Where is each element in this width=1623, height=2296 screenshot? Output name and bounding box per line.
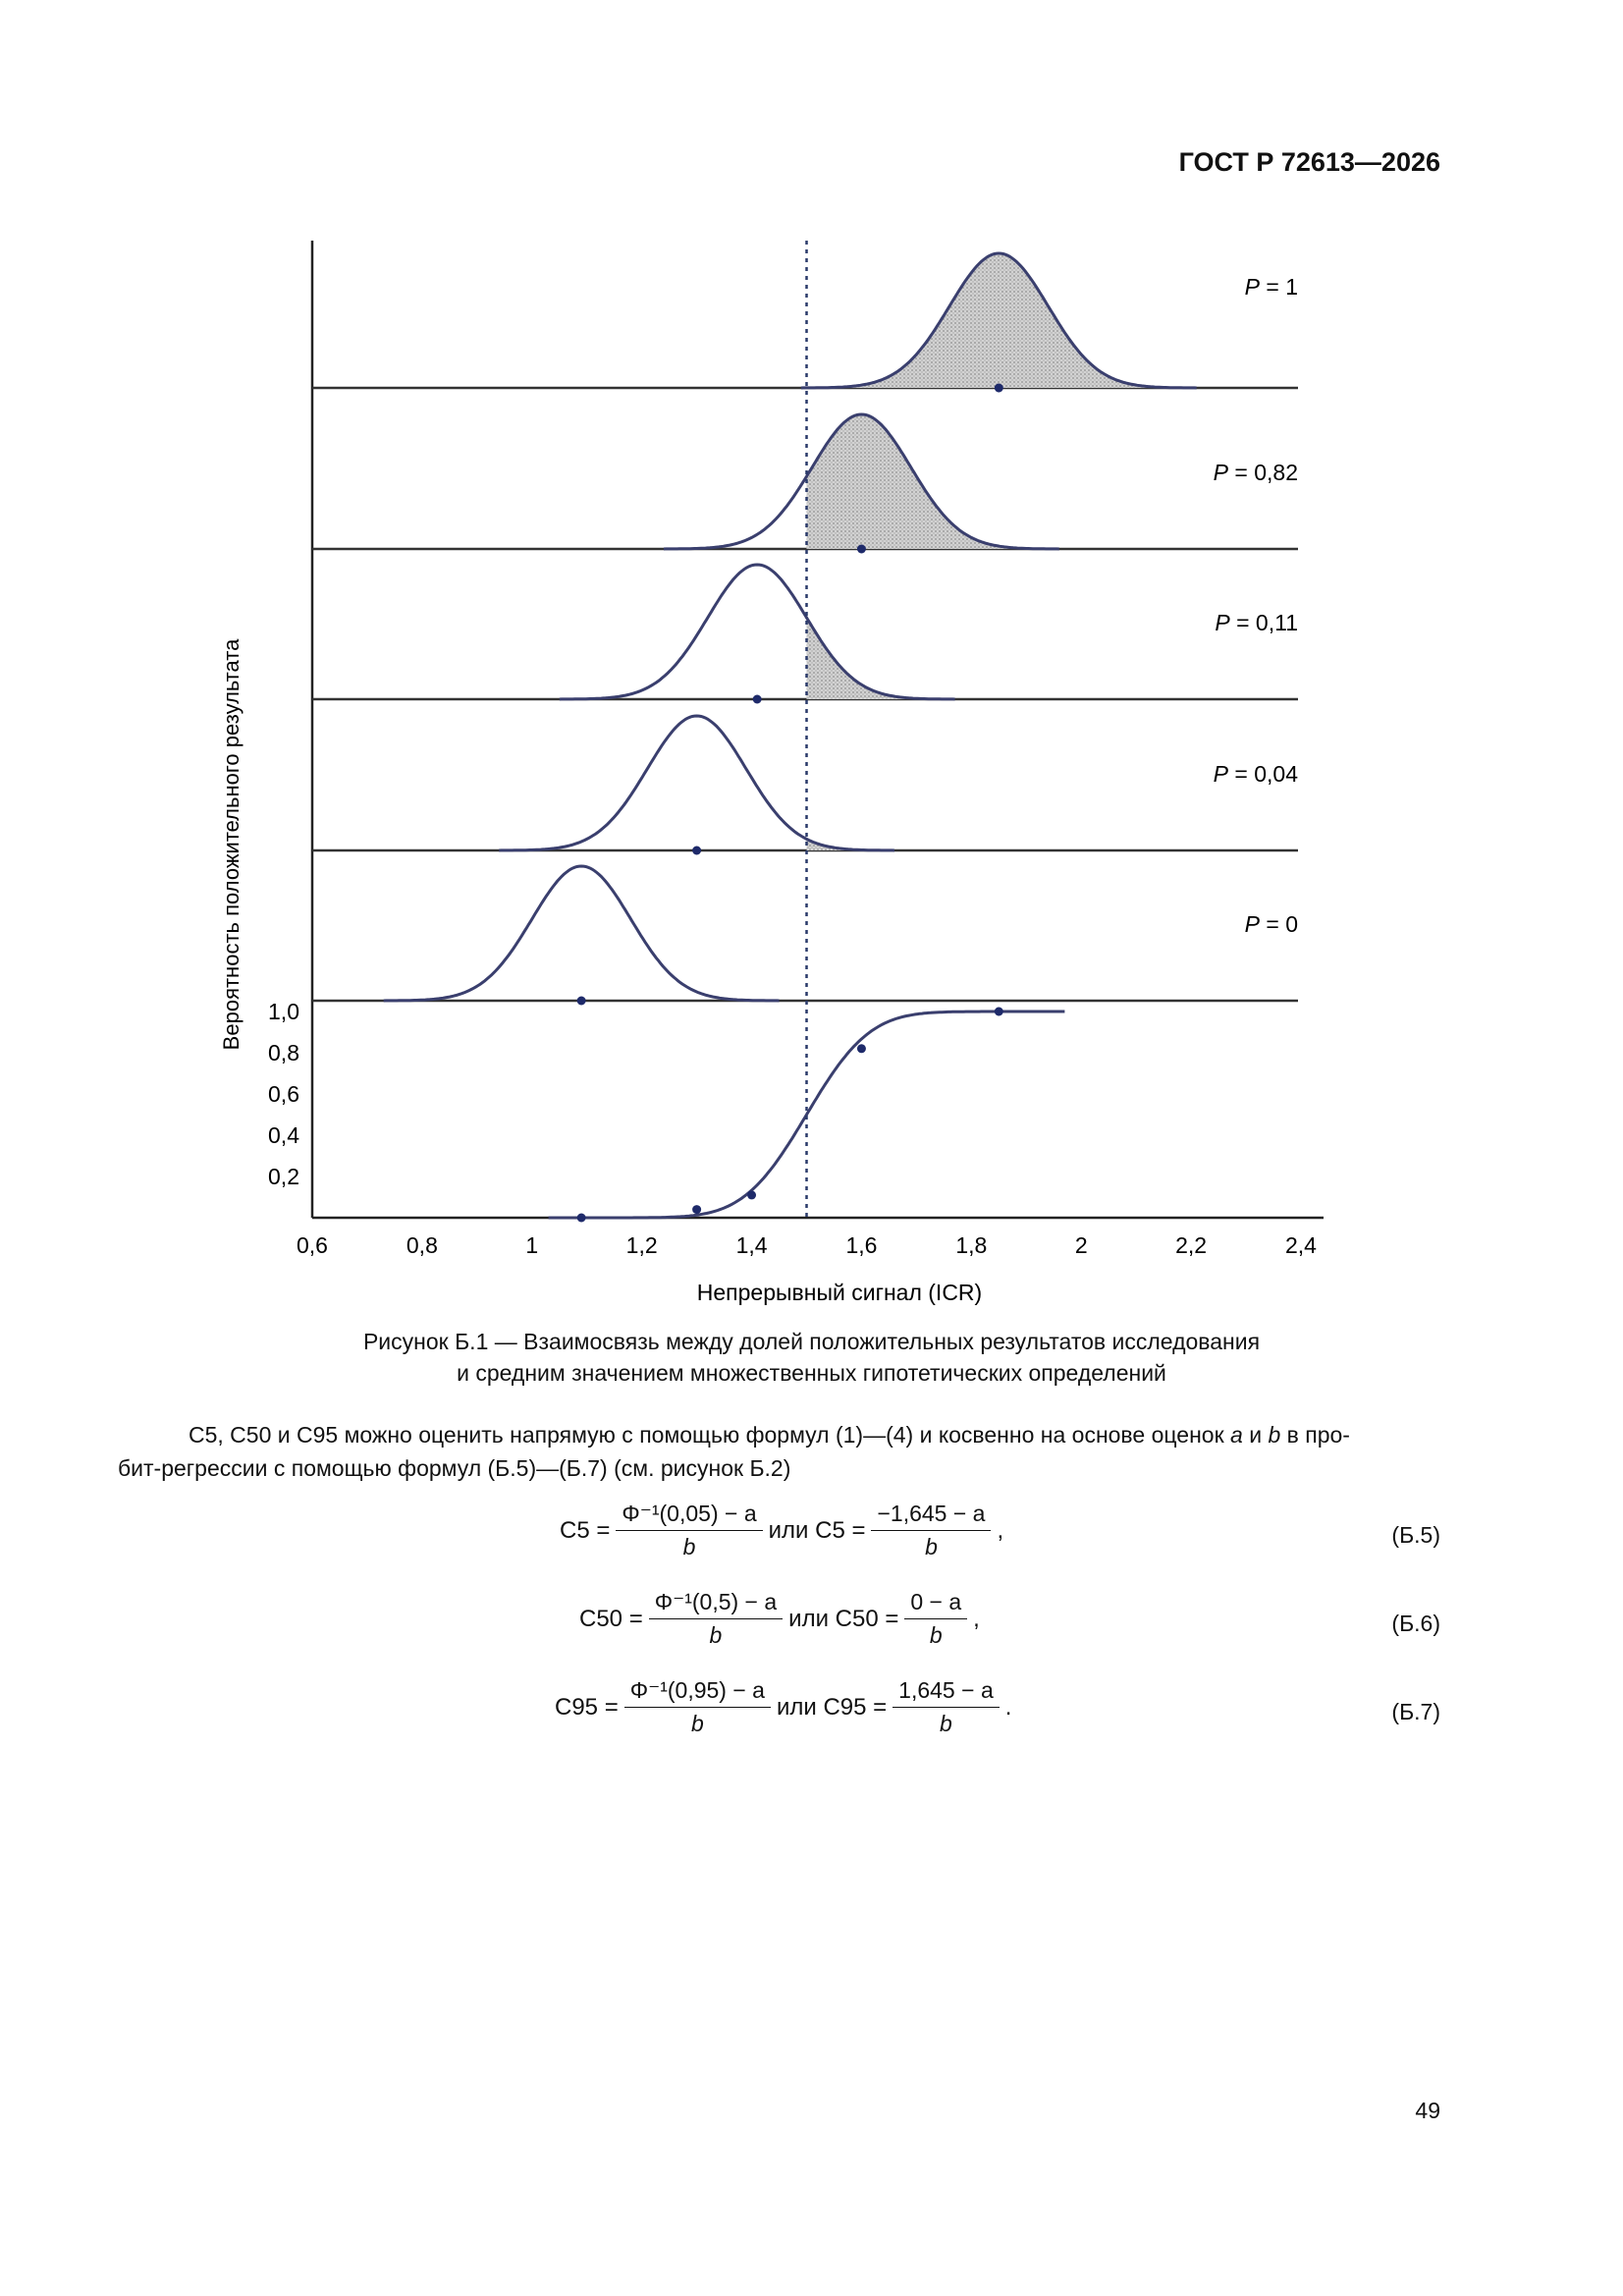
mean-point — [577, 997, 586, 1006]
body-paragraph — [118, 1418, 1445, 1485]
x-tick-label: 2,2 — [1175, 1232, 1208, 1258]
fraction — [893, 1677, 1000, 1737]
numerator: Φ⁻¹(0,95) − a — [624, 1677, 771, 1708]
formula-b7 — [0, 1677, 1623, 1756]
page-number: 49 — [1415, 2098, 1440, 2123]
var-a: a — [1230, 1422, 1243, 1448]
denominator: b — [940, 1711, 952, 1736]
mean-point — [857, 545, 866, 554]
y-tick-label: 0,6 — [268, 1081, 299, 1107]
x-tick-label: 0,8 — [406, 1232, 438, 1258]
y-tick-label: 0,4 — [268, 1122, 299, 1148]
fraction — [871, 1501, 991, 1560]
x-tick-label: 1,6 — [845, 1232, 878, 1258]
figure-caption — [0, 1326, 1623, 1389]
document-id: ГОСТ Р 72613—2026 — [1178, 147, 1440, 177]
y-tick-label: 1,0 — [268, 999, 299, 1024]
distribution-panel — [312, 565, 1298, 704]
formula-b7-number: (Б.7) — [1391, 1699, 1440, 1724]
x-tick-label: 1,4 — [735, 1232, 768, 1258]
paragraph-and: и — [1242, 1422, 1269, 1448]
formula-lhs: С50 = — [579, 1605, 643, 1632]
distribution-panel — [312, 414, 1298, 554]
probit-point — [747, 1190, 756, 1199]
mean-point — [995, 384, 1003, 393]
denominator: b — [690, 1711, 704, 1736]
paragraph-text-a: С5, С50 и С95 можно оценить напрямую с помощью формул (1)—(4) и косвенно на основе оценок — [189, 1422, 1231, 1448]
probit-point — [692, 1205, 701, 1214]
formula-b5-number: (Б.5) — [1391, 1522, 1440, 1548]
panel-label: P = 1 — [1244, 274, 1298, 300]
x-tick-label: 0,6 — [297, 1232, 328, 1258]
distribution-curve — [499, 716, 894, 850]
numerator: Φ⁻¹(0,05) − a — [616, 1501, 762, 1531]
denominator: b — [709, 1622, 723, 1648]
distribution-panel — [312, 866, 1298, 1006]
y-tick-label: 0,8 — [268, 1040, 299, 1066]
x-tick-label: 2 — [1074, 1232, 1088, 1258]
var-b: b — [1268, 1422, 1281, 1448]
panel-label: P = 0,82 — [1213, 460, 1298, 485]
formula-b6 — [0, 1589, 1623, 1667]
shaded-area — [807, 253, 1197, 388]
caption-line-1: Рисунок Б.1 — Взаимосвязь между долей положительных результатов исследования — [362, 1329, 1261, 1354]
shaded-area — [807, 618, 955, 699]
x-axis-label: Непрерывный сигнал (ICR) — [696, 1280, 983, 1305]
paragraph-line-1 — [118, 1418, 1445, 1451]
formula-b5-expression — [560, 1501, 1003, 1560]
y-axis-label: Вероятность положительного результата — [219, 638, 243, 1051]
probit-point — [857, 1044, 866, 1053]
numerator: 0 − a — [904, 1589, 967, 1619]
formula-end: , — [973, 1605, 980, 1632]
probit-point — [577, 1214, 586, 1223]
distribution-curve — [384, 866, 780, 1001]
x-tick-label: 2,4 — [1285, 1232, 1317, 1258]
formula-lhs: С5 = — [560, 1516, 611, 1544]
denominator: b — [682, 1534, 696, 1559]
panel-label: P = 0,04 — [1213, 761, 1298, 787]
numerator: 1,645 − a — [893, 1677, 1000, 1708]
distribution-panel — [312, 716, 1298, 855]
formula-b7-expression — [555, 1677, 1011, 1737]
shaded-area — [807, 414, 1059, 549]
x-tick-label: 1 — [525, 1232, 539, 1258]
denominator: b — [929, 1622, 943, 1648]
fraction — [616, 1501, 762, 1560]
caption-line-2: и средним значением множественных гипотетических определений — [457, 1360, 1166, 1386]
formula-or: или С5 = — [768, 1516, 866, 1544]
panel-label: P = 0 — [1244, 911, 1298, 937]
denominator: b — [925, 1534, 938, 1559]
y-tick-label: 0,2 — [268, 1164, 299, 1189]
mean-point — [692, 847, 701, 855]
formula-or: или С95 = — [776, 1693, 888, 1721]
paragraph-line-2: бит-регрессии с помощью формул (Б.5)—(Б.7) (см. рисунок Б.2) — [118, 1455, 791, 1481]
numerator: −1,645 − a — [871, 1501, 991, 1531]
paragraph-text-b: в про- — [1280, 1422, 1350, 1448]
distribution-panel — [312, 253, 1298, 393]
formula-lhs: С95 = — [555, 1693, 619, 1721]
probit-point — [995, 1008, 1003, 1016]
fraction — [649, 1589, 783, 1649]
x-tick-label: 1,2 — [625, 1232, 658, 1258]
formula-end: , — [997, 1516, 1004, 1544]
formula-or: или С50 = — [788, 1605, 899, 1632]
formula-b6-expression — [579, 1589, 980, 1649]
formula-b5 — [0, 1501, 1623, 1579]
panel-label: P = 0,11 — [1215, 610, 1298, 635]
formula-end: . — [1004, 1693, 1012, 1721]
numerator: Φ⁻¹(0,5) − a — [649, 1589, 783, 1619]
distribution-curve — [560, 565, 955, 699]
fraction — [904, 1589, 967, 1649]
x-tick-label: 1,8 — [955, 1232, 988, 1258]
fraction — [624, 1677, 771, 1737]
mean-point — [753, 695, 762, 704]
formula-b6-number: (Б.6) — [1391, 1611, 1440, 1636]
